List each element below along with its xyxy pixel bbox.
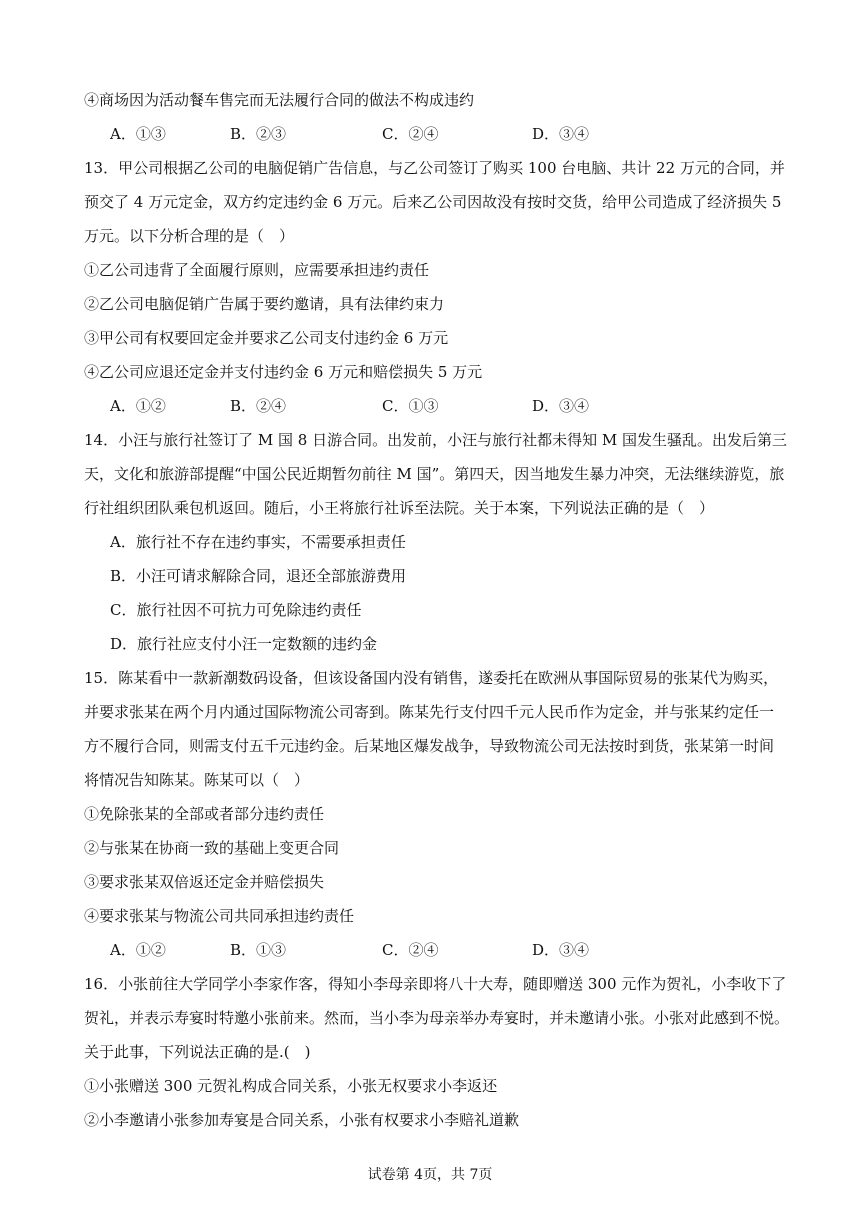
q13-option-c[interactable]: C．①③ — [382, 397, 439, 415]
page-footer: 试卷第 4页，共 7页 — [367, 1167, 493, 1183]
q13-statement-4: ④乙公司应退还定金并支付违约金 6 万元和赔偿损失 5 万元 — [84, 363, 483, 381]
q12-statement-4: ④商场因为活动餐车售完而无法履行合同的做法不构成违约 — [84, 91, 475, 109]
q13-stem-line-2: 预交了 4 万元定金，双方约定违约金 6 万元。后来乙公司因故没有按时交货，给甲公司造成了经济损失 5 — [84, 193, 782, 211]
q12-option-b[interactable]: B．②③ — [230, 125, 287, 143]
q12-option-a[interactable]: A．①③ — [110, 125, 166, 143]
q15-option-b[interactable]: B．①③ — [230, 941, 287, 959]
q14-stem-line-2: 天，文化和旅游部提醒“中国公民近期暂勿前往 M 国”。第四天，因当地发生暴力冲突，无法继续游览，旅 — [84, 465, 785, 483]
q16-stem-line-2: 贺礼，并表示寿宴时特邀小张前来。然而，当小李为母亲举办寿宴时，并未邀请小张。小张对此感到不悦。 — [84, 1009, 790, 1027]
q15-option-d[interactable]: D．③④ — [532, 941, 590, 959]
q16-statement-2: ②小李邀请小张参加寿宴是合同关系，小张有权要求小李赔礼道歉 — [84, 1111, 520, 1129]
q15-stem-line-4: 将情况告知陈某。陈某可以（ ） — [84, 771, 310, 789]
q15-statement-3: ③要求张某双倍返还定金并赔偿损失 — [84, 873, 325, 891]
q15-stem-line-2: 并要求张某在两个月内通过国际物流公司寄到。陈某先行支付四千元人民币作为定金，并与张某约定任一 — [84, 703, 775, 721]
q13-option-a[interactable]: A．①② — [110, 397, 166, 415]
q14-choice-b[interactable]: B．小汪可请求解除合同，退还全部旅游费用 — [110, 567, 407, 585]
q13-statement-2: ②乙公司电脑促销广告属于要约邀请，具有法律约束力 — [84, 295, 445, 313]
q15-stem-line-3: 方不履行合同，则需支付五千元违约金。后某地区爆发战争，导致物流公司无法按时到货，张某第一时间 — [84, 737, 775, 755]
q16-statement-1: ①小张赠送 300 元贺礼构成合同关系，小张无权要求小李返还 — [84, 1077, 498, 1095]
q14-choice-a[interactable]: A．旅行社不存在违约事实，不需要承担责任 — [110, 533, 406, 551]
q13-option-d[interactable]: D．③④ — [532, 397, 590, 415]
q15-stem-line-1: 15．陈某看中一款新潮数码设备，但该设备国内没有销售，遂委托在欧洲从事国际贸易的张某代为购买， — [84, 669, 779, 687]
q16-stem-line-1: 16．小张前往大学同学小李家作客，得知小李母亲即将八十大寿，随即赠送 300 元作为贺礼，小李收下了 — [84, 975, 787, 993]
q13-option-b[interactable]: B．②④ — [230, 397, 287, 415]
q12-option-c[interactable]: C．②④ — [382, 125, 439, 143]
q15-statement-2: ②与张某在协商一致的基础上变更合同 — [84, 839, 340, 857]
q15-statement-4: ④要求张某与物流公司共同承担违约责任 — [84, 907, 355, 925]
q15-option-c[interactable]: C．②④ — [382, 941, 439, 959]
q13-stem-line-3: 万元。以下分析合理的是（ ） — [84, 227, 295, 245]
q15-statement-1: ①免除张某的全部或者部分违约责任 — [84, 805, 325, 823]
q13-statement-1: ①乙公司违背了全面履行原则，应需要承担违约责任 — [84, 261, 430, 279]
q14-choice-d[interactable]: D．旅行社应支付小汪一定数额的违约金 — [110, 635, 378, 653]
q13-stem-line-1: 13．甲公司根据乙公司的电脑促销广告信息，与乙公司签订了购买 100 台电脑、共计 22 万元的合同，并 — [84, 159, 785, 177]
q12-option-d[interactable]: D．③④ — [532, 125, 590, 143]
q14-stem-line-1: 14．小汪与旅行社签订了 M 国 8 日游合同。出发前，小汪与旅行社都未得知 M 国发生骚乱。出发后第三 — [84, 431, 787, 449]
q14-choice-c[interactable]: C．旅行社因不可抗力可免除违约责任 — [110, 601, 362, 619]
q13-statement-3: ③甲公司有权要回定金并要求乙公司支付违约金 6 万元 — [84, 329, 449, 347]
q15-option-a[interactable]: A．①② — [110, 941, 166, 959]
q16-stem-line-3: 关于此事，下列说法正确的是.( ) — [84, 1043, 311, 1061]
q14-stem-line-3: 行社组织团队乘包机返回。随后，小王将旅行社诉至法院。关于本案，下列说法正确的是（ ） — [84, 499, 715, 517]
